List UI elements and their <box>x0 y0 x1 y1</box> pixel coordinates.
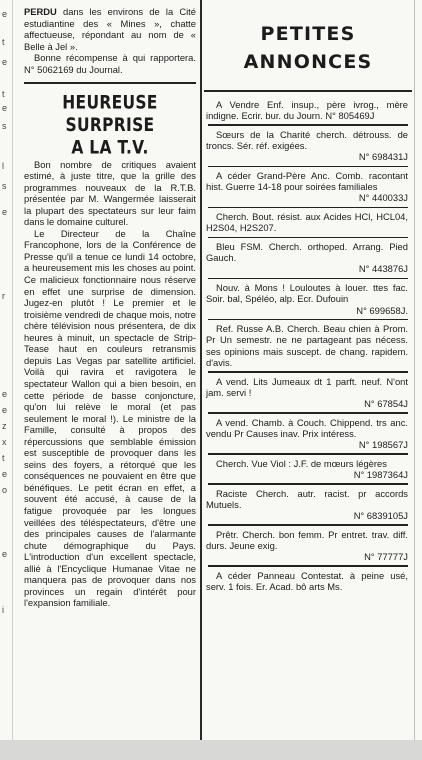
classified-ad <box>204 279 412 319</box>
ad-reference-number: N° 698431J <box>358 151 408 163</box>
margin-letter: t <box>2 453 5 463</box>
ad-text: A vend. Lits Jumeaux dt 1 parft. neuf. N'ont jam. servi ! <box>206 375 408 398</box>
margin-letter: e <box>2 207 8 217</box>
masthead-line-1: PETITES <box>260 23 356 45</box>
ad-reference-number: N° 440033J <box>358 192 408 204</box>
classified-ad <box>204 96 412 124</box>
classified-ad <box>204 238 412 278</box>
ad-text: Raciste Cherch. autr. racist. pr accords Mutuels. <box>206 487 408 510</box>
ad-text: A vend. Chamb. à Couch. Chippend. trs anc. vendu Pr Causes inav. Prix intéress. <box>206 416 408 439</box>
masthead-divider <box>204 90 412 92</box>
ad-text: Bleu FSM. Cherch. orthoped. Arrang. Pied Gauch. <box>206 241 408 264</box>
margin-letter: t <box>2 37 5 47</box>
ad-text: A céder Grand-Père Anc. Comb. racontant hist. Guerre 14-18 pour soirées familiales <box>206 170 408 193</box>
article-headline <box>24 92 196 159</box>
margin-letter: e <box>2 103 8 113</box>
headline-line-2: A LA T.V. <box>71 136 149 158</box>
column-divider <box>200 0 202 740</box>
ad-reference-number: N° 699658J. <box>356 304 408 316</box>
ad-text: A Vendre Enf. insup., père ivrog., mère indigne. Ecrir. bur. du Journ. N° 805469J <box>206 99 408 122</box>
classified-ad <box>204 485 412 525</box>
ad-text: Cherch. Bout. résist. aux Acides HCl, HCL04, H2S04, H2S207. <box>206 211 408 234</box>
classified-ad <box>204 320 412 371</box>
ad-text: A céder Panneau Contestat. à peine usé, serv. 1 fois. Er. Acad. bô arts Ms. <box>206 569 408 593</box>
lost-cat-notice <box>24 6 196 52</box>
ad-reference-number: N° 6839105J <box>353 510 408 522</box>
margin-letter: i <box>2 605 4 615</box>
lost-notice-lead: PERDU <box>24 6 57 17</box>
margin-letter: t <box>2 89 5 99</box>
ad-reference-number: N° 1987364J <box>353 468 408 480</box>
scan-bottom-edge <box>0 740 422 760</box>
ad-text: Ref. Russe A.B. Cherch. Beau chien à Prom. Pr Un semestr. ne ne partageant pas nécess. ses opinions mais suscept. de chang. rapidem. d'avis. <box>206 323 408 368</box>
margin-letter: e <box>2 549 8 559</box>
left-column <box>24 6 196 609</box>
lost-notice-text: dans les environs de la Cité estudiantine des « Mines », chatte affectueuse, répondant au nom de « Belle à Jel ». <box>24 6 196 52</box>
ad-text: Cherch. Vue Viol : J.F. de mœurs légères <box>216 457 387 469</box>
margin-letter: e <box>2 389 8 399</box>
ad-reference-number: N° 443876J <box>358 263 408 275</box>
page-edge <box>414 0 415 740</box>
article-paragraph: Bon nombre de critiques avaient estimé, à juste titre, que la grille des programmes nouveaux de la R.T.B. présentée par M. Wangermée laisserait la plupart des spectateurs sur leur faim dans le domaine culturel. <box>24 158 196 228</box>
margin-letter: o <box>2 485 8 495</box>
classifieds-masthead <box>204 20 412 76</box>
classified-ad <box>204 126 412 166</box>
ad-text: Prêtr. Cherch. bon femm. Pr entret. trav. diff. durs. Jeune exig. <box>206 528 408 551</box>
margin-letter: x <box>2 437 7 447</box>
article-paragraph: Le Directeur de la Chaîne Francophone, lors de la Conférence de Presse qu'il a tenue ce lundi 14 octobre, a heureusement mis les choses au point. Ce malicieux fonctionnaire nous réserve en effet une surprise de dimension. Jugez-en plutôt ! Le premier et le troisième vendredi de chaque mois, notre chère télévision nous présentera, de dix heures à minuit, un spectacle de Strip-Tease haut en couleurs retransmis depuis Las Vegas par satellite artificiel. Voilà qui ravira et ravigotera le spectateur Wallon qui a bien besoin, en cette période de basse conjoncture, qu'on lui relève le moral (et pas seulement le moral !). Le ministre de la Famille, consulté à propos des répercussions que semblable émission est susceptible de provoquer dans les seins des foyers, a rétorqué que les conséquences ne pouvaient en être que bénéfiques. Le petit écran en effet, a souvent été accusé, à cause de la fatigue provoquée par les longues veillées des téléspectateurs, d'être une des principales causes de l'alarmante chute démographique du Pays. L'introduction d'un excellent spectacle, allié à l'Encyclique Humanae Vitae ne manquera pas de provoquer dans nos provinces un regain d'intérêt pour l'expansion familiale. <box>24 227 196 609</box>
classified-ad <box>204 455 412 483</box>
masthead-line-2: ANNONCES <box>243 51 373 73</box>
classified-ads-list <box>204 96 412 595</box>
classified-ad <box>204 167 412 207</box>
classified-ad <box>204 208 412 236</box>
margin-letter: e <box>2 405 8 415</box>
margin-letter: s <box>2 121 7 131</box>
section-divider <box>24 82 196 84</box>
headline-line-1: HEUREUSE SURPRISE <box>62 91 158 136</box>
classified-ad <box>204 567 412 595</box>
ad-reference-number: N° 67854J <box>364 397 408 409</box>
article-body <box>24 159 196 609</box>
ad-reference-number: N° 77777J <box>364 551 408 563</box>
margin-letter: e <box>2 469 8 479</box>
ad-text: Sœurs de la Charité cherch. détrouss. de troncs. Sér. réf. exigées. <box>206 128 408 152</box>
margin-letter: e <box>2 57 8 67</box>
margin-letter: s <box>2 181 7 191</box>
margin-letter: r <box>2 291 5 301</box>
margin-letter: l <box>2 161 4 171</box>
right-column <box>204 20 412 595</box>
classified-ad <box>204 373 412 413</box>
margin-letter: z <box>2 421 7 431</box>
margin-rule <box>12 0 13 740</box>
lost-notice-reward: Bonne récompense à qui rapportera. N° 5062169 du Journal. <box>24 52 196 75</box>
classified-ad <box>204 414 412 454</box>
margin-letter: e <box>2 9 8 19</box>
classified-ad <box>204 526 412 566</box>
ad-text: Nouv. à Mons ! Louloutes à louer. ttes fac. Soir. bal, Spéléo, alp. Ecr. Dufouin <box>206 282 408 305</box>
ad-reference-number: N° 198567J <box>358 439 408 451</box>
